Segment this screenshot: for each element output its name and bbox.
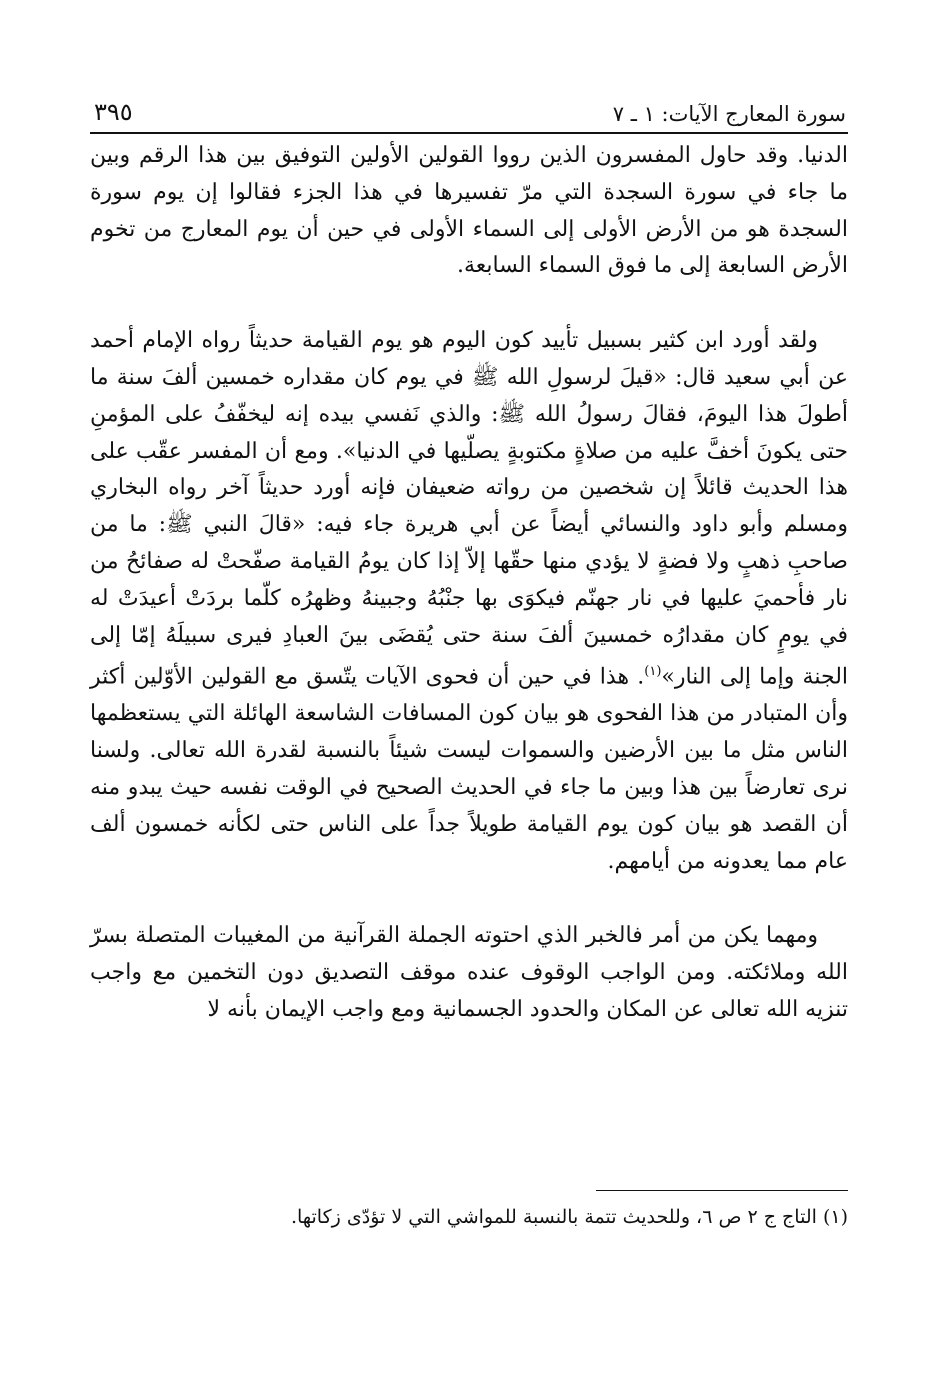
paragraph-2 <box>90 323 848 880</box>
paragraph-gap <box>90 880 848 918</box>
paragraph-1 <box>90 138 848 285</box>
paragraph-3 <box>90 918 848 1028</box>
paragraph-1-text: الدنيا. وقد حاول المفسرون الذين رووا القولين الأولين التوفيق بين هذا الرقم وبين ما جاء في سورة السجدة التي مرّ تفسيرها في هذا الجزء فقالوا إن يوم سورة السجدة هو من الأرض الأولى إلى السماء الأولى في حين أن يوم المعارج من تخوم الأرض السابعة إلى ما فوق السماء السابعة. <box>90 143 848 279</box>
book-page <box>90 92 849 1228</box>
page-number: ٣٩٥ <box>94 98 133 126</box>
paragraph-gap <box>90 285 848 323</box>
running-header <box>90 92 848 126</box>
paragraph-2-text: ولقد أورد ابن كثير بسبيل تأييد كون اليوم هو يوم القيامة حديثاً رواه الإمام أحمد عن أبي سعيد قال: «قيلَ لرسولِ الله ﷺ في يوم كان مقداره خمسين ألفَ سنة ما أطولَ هذا اليومَ، فقالَ رسولُ الله ﷺ: والذي نَفسي بيده إنه ليخفّفُ على المؤمنِ حتى يكونَ أخفَّ عليه من صلاةٍ مكتوبةٍ يصلّيها في الدنيا». ومع أن المفسر عقّب على هذا الحديث قائلاً إن شخصين من رواته ضعيفان فإنه أورد حديثاً آخر رواه البخاري ومسلم وأبو داود والنسائي أيضاً عن أبي هريرة جاء فيه: «قالَ النبي ﷺ: ما من صاحبِ ذهبٍ ولا فضةٍ لا يؤدي منها حقّها إلاّ إذا كان يومُ القيامة صفّحتْ له صفائحُ من نار فأحميَ عليها في نار جهنّم فيكوَى بها جنْبُهُ وجبينهُ وظهرُه كلّما بردَتْ أعيدَتْ له في يومٍ كان مقدارُه خمسينَ ألفَ سنة حتى يُقضَى بينَ العبادِ فيرى سبيلَهُ إمّا إلى الجنة وإما إلى النار» <box>90 328 849 690</box>
header-rule <box>90 132 848 134</box>
chapter-title: سورة المعارج الآيات: ١ ـ ٧ <box>612 102 846 126</box>
footnote: (١) التاج ج ٢ ص ٦، وللحديث تتمة بالنسبة للمواشي التي لا تؤدّى زكاتها. <box>290 1206 848 1228</box>
footnote-reference: (١) <box>644 664 662 680</box>
footnote-rule <box>596 1190 848 1191</box>
paragraph-2-text-continued: . هذا في حين أن فحوى الآيات يتّسق مع القولين الأوّلين أكثر وأن المتبادر من هذا الفحوى هو بيان كون المسافات الشاسعة الهائلة التي يستعظمها الناس مثل ما بين الأرضين والسموات ليست شيئاً بالنسبة لقدرة الله تعالى. ولسنا نرى تعارضاً بين هذا وبين ما جاء في الحديث الصحيح في الوقت نفسه حيث يبدو منه أن القصد هو بيان كون يوم القيامة طويلاً جداً على الناس حتى لكأنه خمسون ألف عام مما يعدونه من أيامهم. <box>90 664 848 874</box>
paragraph-3-text: ومهما يكن من أمر فالخبر الذي احتوته الجملة القرآنية من المغيبات المتصلة بسرّ الله وملائكته. ومن الواجب الوقوف عنده موقف التصديق دون التخمين مع واجب تنزيه الله تعالى عن المكان والحدود الجسمانية ومع واجب الإيمان بأنه لا <box>90 923 848 1023</box>
body-text <box>90 138 848 1029</box>
